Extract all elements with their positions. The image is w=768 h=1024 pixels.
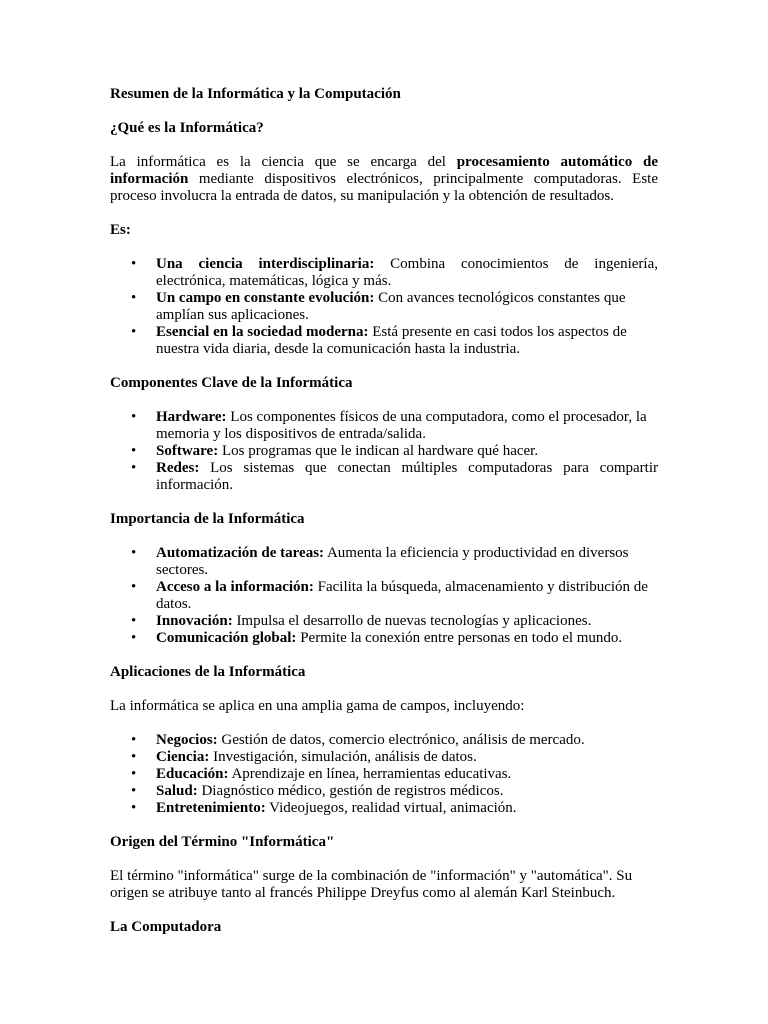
item-label: Acceso a la información: [156,579,314,595]
item-label: Entretenimiento: [156,800,266,816]
item-text: Videojuegos, realidad virtual, animación. [265,800,517,816]
heading-aplicaciones: Aplicaciones de la Informática [110,664,306,680]
list-item [110,732,658,749]
list-item [110,290,658,324]
heading-componentes: Componentes Clave de la Informática [110,375,353,391]
bullet-icon: • [131,579,137,595]
item-text: Aprendizaje en línea, herramientas educativas. [228,766,512,782]
item-label: Ciencia: [156,749,210,765]
list-item [110,324,658,358]
heading-es: Es: [110,222,131,238]
item-text: Está presente en casi todos los aspectos de nuestra vida diaria, desde la comunicación hasta la industria. [156,324,627,357]
bullet-icon: • [131,732,137,748]
bullet-icon: • [131,766,137,782]
item-label: Esencial en la sociedad moderna: [156,324,369,340]
list-item [110,613,658,630]
intro-text-2: mediante dispositivos electrónicos, principalmente computadoras. Este proceso involucra la entrada de datos, su manipulación y la obtención de resultados. [110,171,658,204]
item-text: Los sistemas que conectan múltiples computadoras para compartir información. [156,460,658,493]
intro-paragraph [110,154,658,205]
item-text: Impulsa el desarrollo de nuevas tecnologías y aplicaciones. [232,613,592,629]
list-item [110,579,658,613]
intro-text-1: La informática es la ciencia que se encarga del [110,154,457,170]
item-text: Aumenta la eficiencia y productividad en diversos sectores. [156,545,629,578]
list-item [110,409,658,443]
bullet-icon: • [131,783,137,799]
item-text: Gestión de datos, comercio electrónico, análisis de mercado. [217,732,585,748]
item-label: Una ciencia interdisciplinaria: [156,256,375,272]
item-text: Los programas que le indican al hardware qué hacer. [218,443,539,459]
list-item [110,766,658,783]
bullet-icon: • [131,749,137,765]
aplicaciones-list [110,732,658,817]
componentes-list [110,409,658,494]
heading-origen: Origen del Término "Informática" [110,834,335,850]
document-body [110,86,658,936]
item-label: Educación: [156,766,229,782]
bullet-icon: • [131,460,137,476]
bullet-icon: • [131,800,137,816]
es-list [110,256,658,358]
item-label: Software: [156,443,219,459]
list-item [110,630,658,647]
list-item [110,256,658,290]
list-item [110,443,658,460]
item-label: Comunicación global: [156,630,297,646]
importancia-list [110,545,658,647]
heading-que-es: ¿Qué es la Informática? [110,120,264,136]
item-label: Negocios: [156,732,218,748]
item-text: Diagnóstico médico, gestión de registros médicos. [197,783,504,799]
list-item [110,460,658,494]
bullet-icon: • [131,545,137,561]
item-label: Redes: [156,460,200,476]
bullet-icon: • [131,443,137,459]
item-label: Salud: [156,783,198,799]
bullet-icon: • [131,290,137,306]
heading-importancia: Importancia de la Informática [110,511,305,527]
item-text: Facilita la búsqueda, almacenamiento y distribución de datos. [156,579,648,612]
item-label: Un campo en constante evolución: [156,290,375,306]
bullet-icon: • [131,256,137,272]
heading-computadora: La Computadora [110,919,222,935]
aplicaciones-intro: La informática se aplica en una amplia gama de campos, incluyendo: [110,698,525,714]
document-title: Resumen de la Informática y la Computación [110,86,401,102]
item-text: Investigación, simulación, análisis de datos. [209,749,477,765]
list-item [110,749,658,766]
list-item [110,800,658,817]
item-text: Permite la conexión entre personas en todo el mundo. [296,630,623,646]
item-text: Los componentes físicos de una computadora, como el procesador, la memoria y los dispositivos de entrada/salida. [156,409,647,442]
item-text: Con avances tecnológicos constantes que amplían sus aplicaciones. [156,290,626,323]
bullet-icon: • [131,630,137,646]
item-label: Automatización de tareas: [156,545,325,561]
bullet-icon: • [131,324,137,340]
origen-paragraph: El término "informática" surge de la combinación de "información" y "automática". Su origen se atribuye tanto al francés Philippe Dreyfus como al alemán Karl Steinbuch. [110,868,633,901]
bullet-icon: • [131,409,137,425]
list-item [110,783,658,800]
item-label: Hardware: [156,409,227,425]
bullet-icon: • [131,613,137,629]
item-text: Combina conocimientos de ingeniería, electrónica, matemáticas, lógica y más. [156,256,658,289]
list-item [110,545,658,579]
item-label: Innovación: [156,613,233,629]
intro-bold: procesamiento automático de información [110,154,658,187]
